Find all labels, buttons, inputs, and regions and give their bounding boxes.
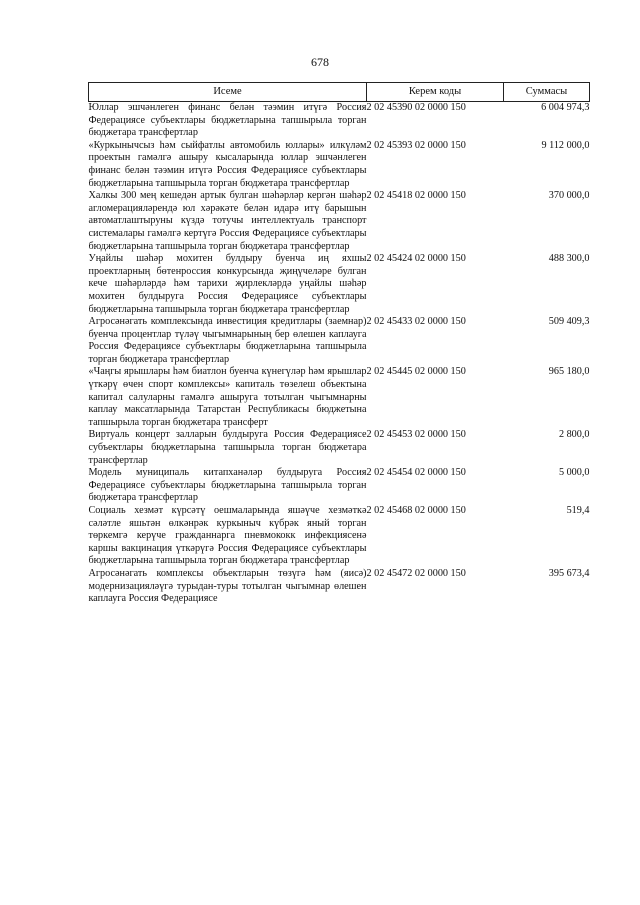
row-code: 2 02 45418 02 0000 150 (366, 190, 466, 202)
row-sum: 9 112 000,0 (541, 139, 590, 151)
row-sum: 488 300,0 (548, 253, 590, 265)
header-code: Керем коды (367, 83, 504, 102)
row-name: Юллар эшчәнлеген финанс белән тәэмин итүгә Россия Федерациясе субъектлары бюджетларына тапшырыла торган бюджетара трансфертлар (88, 102, 367, 139)
table-body (89, 102, 590, 606)
budget-table (88, 82, 590, 606)
row-name: Халкы 300 мең кешедән артык булган шәһәрләр кергән шәһәр агломерацияләрендә юл хәрәкәте белән идарә итү барышын автоматлаштыруны күздә тотучы интеллектуаль транспорт системалары гамәлгә кертүгә Россия Федерациясе субъектлары бюджетларына тапшырыла торган бюджетара трансфертлар (88, 190, 367, 252)
row-sum: 5 000,0 (558, 467, 590, 479)
header-name: Исеме (89, 83, 367, 102)
row-name: Виртуаль концерт залларын булдыруга Россия Федерациясе субъектлары бюджетларына тапшырыла торган бюджетара трансфертлар (88, 429, 367, 466)
row-code: 2 02 45433 02 0000 150 (366, 316, 466, 328)
row-code: 2 02 45445 02 0000 150 (366, 366, 466, 378)
row-sum: 509 409,3 (548, 316, 590, 328)
row-sum: 519,4 (566, 505, 590, 516)
table-row (89, 316, 590, 366)
row-sum: 2 800,0 (558, 429, 590, 441)
table-row (89, 467, 590, 505)
page-number: 678 (311, 55, 329, 69)
row-name: «Куркынычсыз һәм сыйфатлы автомобиль юллары» илкүләм проектын гамәлгә ашыру кысаларында юллар эшчәнлеген финанс белән тәэмин итүгә Россия Федерациясе субъектлары бюджетларына тапшырыла торган бюджетара трансфертлар (88, 139, 367, 189)
row-name: Агросәнәгать комплексында инвестиция кредитлары (заемнар) буенча процентлар түләү чыгымнарының бер өлешен каплауга Россия Федерациясе субъектлары бюджетларына тапшырыла торган бюджетара трансфертлар (88, 316, 367, 365)
row-sum: 395 673,4 (548, 567, 590, 579)
table-row (89, 568, 590, 606)
row-code: 2 02 45453 02 0000 150 (366, 429, 466, 441)
table-row (89, 190, 590, 253)
row-code: 2 02 45390 02 0000 150 (366, 102, 466, 113)
table-row (89, 253, 590, 316)
header-sum: Суммасы (504, 83, 590, 102)
row-code: 2 02 45393 02 0000 150 (366, 139, 466, 151)
table-row (89, 505, 590, 568)
table-header-row (89, 83, 590, 102)
table-row (89, 429, 590, 467)
row-code: 2 02 45472 02 0000 150 (366, 567, 466, 579)
row-name: Уңайлы шәһәр мохитен булдыру буенча иң яхшы проектларның бөтенроссия конкурсында җиңүчеләре булган кече шәһәрләрдә һәм тарихи җирлекләрдә уңайлы шәһәр мохитен булдыруга Россия Федерациясе субъектлары бюджетларына тапшырыла торган бюджетара трансфертлар (88, 253, 367, 315)
row-code: 2 02 45468 02 0000 150 (366, 505, 466, 516)
table-row (89, 366, 590, 429)
table-row (89, 140, 590, 190)
row-name: Агросәнәгать комплексы объектларын төзүгә һәм (яисә) модернизацияләүгә турыдан-туры тотылган чыгымнар өлешен каплауга Россия Федерациясе (88, 567, 367, 605)
row-code: 2 02 45454 02 0000 150 (366, 467, 466, 479)
row-sum: 370 000,0 (548, 190, 590, 202)
row-name: «Чаңгы ярышлары һәм биатлон буенча күнегүләр һәм ярышлар үткәрү өчен спорт комплексы» капиталь төзелеш объектына капитал салуларны гамәлгә ашыруга тотылган чыгымнарны каплау максатларында Татарстан Республикасы бюджетына тапшырыла торган бюджетара трансферт (88, 366, 367, 428)
row-sum: 6 004 974,3 (541, 102, 590, 113)
table-row (89, 102, 590, 140)
row-name: Модель муниципаль китапханәләр булдыруга Россия Федерациясе субъектлары бюджетларына тапшырыла торган бюджетара трансфертлар (88, 467, 367, 504)
row-name: Социаль хезмәт күрсәтү оешмаларында яшәүче хезмәткә сәләтле яшьтән өлкәнрәк куркыныч күбрәк яный торган төркемгә керүче гражданнарга пневмококк инфекциясенә каршы вакцинация үткәрүгә Россия Федерациясе субъектлары бюджетларына тапшырыла торган бюджетара трансфертлар (88, 505, 367, 567)
row-code: 2 02 45424 02 0000 150 (366, 253, 466, 265)
row-sum: 965 180,0 (548, 366, 590, 378)
